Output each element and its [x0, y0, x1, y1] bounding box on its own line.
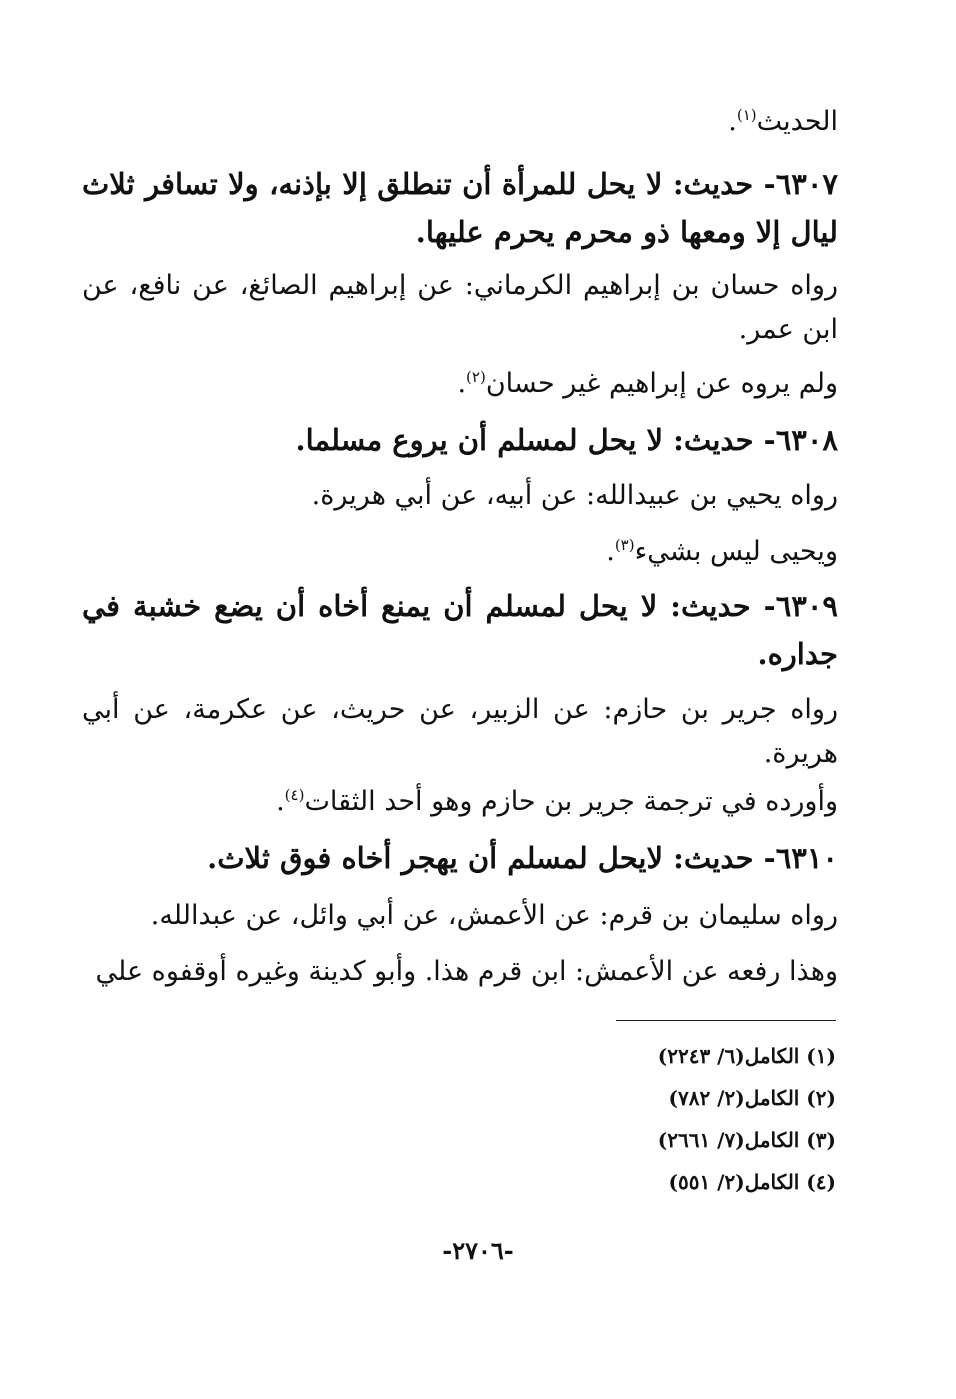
text: . [457, 368, 467, 399]
comment-6308 [82, 530, 838, 574]
narration-6310: رواه سليمان بن قرم: عن الأعمش، عن أبي وائل، عن عبدالله. [150, 900, 838, 931]
narration-6308: رواه يحيي بن عبيدالله: عن أبيه، عن أبي هريرة. [311, 480, 838, 511]
footnote-ref: (٢) [466, 368, 486, 386]
footnote-1: (١) الكامل(٦/ ٢٢٤٣) [657, 1044, 836, 1068]
hadith-6309: ٦٣٠٩- حديث: لا يحل لمسلم أن يمنع أخاه أن يضع خشبة في جداره. [82, 589, 838, 671]
hadith-6310: ٦٣١٠- حديث: لايحل لمسلم أن يهجر أخاه فوق ثلاث. [207, 841, 838, 875]
narration-6307: رواه حسان بن إبراهيم الكرماني: عن إبراهيم الصائغ، عن نافع، عن ابن عمر. [82, 270, 838, 345]
text: الحديث [756, 106, 838, 137]
text: وأورده في ترجمة جرير بن حازم وهو أحد الثقات [304, 786, 838, 817]
footnote-2: (٢) الكامل(٢/ ٧٨٢) [668, 1086, 836, 1110]
footnote-4: (٤) الكامل(٢/ ٥٥١) [668, 1170, 836, 1194]
footnote-ref: (٣) [614, 536, 635, 554]
comment-6309 [82, 780, 838, 824]
footnote-ref: (١) [736, 106, 757, 124]
page-number: -٢٧٠٦- [442, 1236, 514, 1265]
text: . [728, 106, 737, 137]
hadith-6307: ٦٣٠٧- حديث: لا يحل للمرأة أن تنطلق إلا بإذنه، ولا تسافر ثلاث ليال إلا ومعها ذو محرم يحرم عليها. [82, 167, 838, 249]
footnote-divider [616, 1020, 836, 1021]
text: . [606, 536, 615, 567]
text: ولم يروه عن إبراهيم غير حسان [485, 368, 838, 399]
comment-6310: وهذا رفعه عن الأعمش: ابن قرم هذا. وأبو كدينة وغيره أوقفوه علي [95, 956, 838, 987]
narration-6309: رواه جرير بن حازم: عن الزبير، عن حريث، عن عكرمة، عن أبي هريرة. [82, 694, 838, 769]
comment-6307 [82, 362, 838, 406]
text: . [276, 786, 285, 817]
footnote-ref: (٤) [284, 786, 305, 804]
footnote-3: (٣) الكامل(٧/ ٢٦٦١) [657, 1128, 836, 1152]
text: ويحيى ليس بشيء [634, 536, 838, 567]
hadith-6308: ٦٣٠٨- حديث: لا يحل لمسلم أن يروع مسلما. [295, 423, 838, 457]
continuation-line [82, 100, 838, 144]
